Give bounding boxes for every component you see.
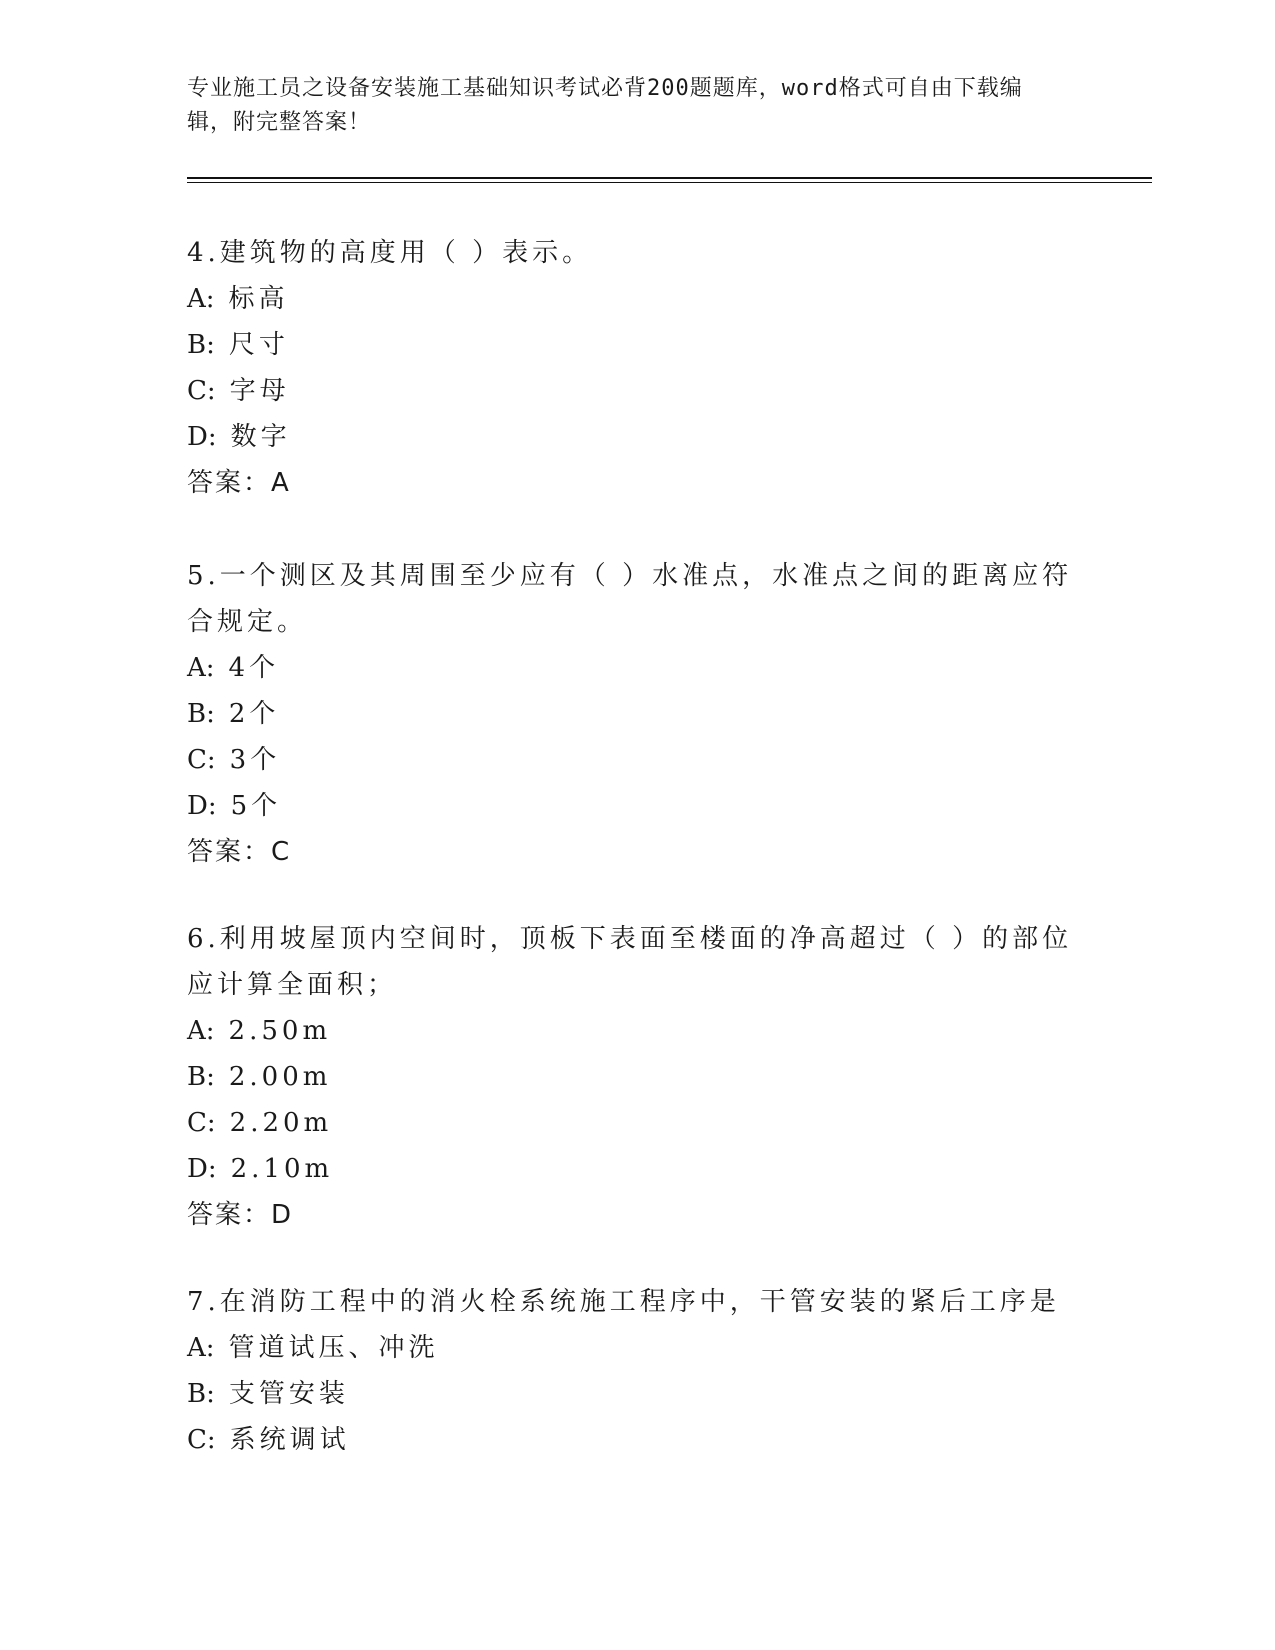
option-key: D: (187, 1154, 217, 1184)
option-key: B: (187, 699, 215, 729)
option-d (187, 1146, 1087, 1192)
option-key: A: (187, 653, 215, 683)
question-6 (187, 916, 1087, 1238)
question-5 (187, 553, 1087, 875)
option-value: 标高 (228, 284, 289, 314)
option-d (187, 414, 1087, 460)
option-c (187, 1100, 1087, 1146)
question-text: 4.建筑物的高度用（ ）表示。 (187, 238, 593, 268)
option-value: 2个 (228, 699, 280, 729)
option-key: B: (187, 1062, 215, 1092)
question-4 (187, 230, 1087, 506)
document-header (187, 72, 1067, 140)
option-value: 系统调试 (229, 1425, 350, 1455)
answer-line: 答案：A (187, 468, 291, 498)
option-b (187, 1371, 1087, 1417)
header-divider (187, 177, 1152, 179)
option-value: 支管安装 (228, 1379, 349, 1409)
option-c (187, 737, 1087, 783)
option-a (187, 1325, 1087, 1371)
option-value: 尺寸 (228, 330, 289, 360)
option-b (187, 1054, 1087, 1100)
option-d (187, 783, 1087, 829)
option-value: 字母 (229, 376, 290, 406)
question-text: 7.在消防工程中的消火栓系统施工程序中，干管安装的紧后工序是 (187, 1287, 1060, 1317)
option-key: D: (187, 791, 217, 821)
option-value: 3个 (229, 745, 281, 775)
option-value: 4个 (228, 653, 280, 683)
option-key: A: (187, 1333, 215, 1363)
option-b (187, 691, 1087, 737)
option-key: A: (187, 1016, 215, 1046)
option-key: C: (187, 376, 216, 406)
option-a (187, 1008, 1087, 1054)
option-value: 数字 (230, 422, 291, 452)
option-key: B: (187, 330, 215, 360)
option-value: 管道试压、冲洗 (228, 1333, 439, 1363)
option-key: B: (187, 1379, 215, 1409)
option-value: 2.20m (229, 1108, 333, 1138)
option-key: C: (187, 745, 216, 775)
option-key: A: (187, 284, 215, 314)
option-value: 2.10m (230, 1154, 334, 1184)
header-divider-thin (187, 182, 1152, 183)
option-a (187, 276, 1087, 322)
option-value: 2.00m (228, 1062, 332, 1092)
option-key: D: (187, 422, 217, 452)
option-value: 2.50m (228, 1016, 332, 1046)
header-title: 专业施工员之设备安装施工基础知识考试必背200题题库，word格式可自由下载编辑，附完整答案！ (187, 76, 1023, 135)
option-c (187, 1417, 1087, 1463)
option-key: C: (187, 1108, 216, 1138)
question-text: 5.一个测区及其周围至少应有（ ）水准点，水准点之间的距离应符合规定。 (187, 561, 1073, 637)
option-b (187, 322, 1087, 368)
option-key: C: (187, 1425, 216, 1455)
option-value: 5个 (230, 791, 282, 821)
answer-line: 答案：D (187, 1200, 294, 1230)
question-text: 6.利用坡屋顶内空间时，顶板下表面至楼面的净高超过（ ）的部位应计算全面积； (187, 924, 1073, 1000)
question-7 (187, 1279, 1087, 1463)
answer-line: 答案：C (187, 837, 292, 867)
option-a (187, 645, 1087, 691)
option-c (187, 368, 1087, 414)
